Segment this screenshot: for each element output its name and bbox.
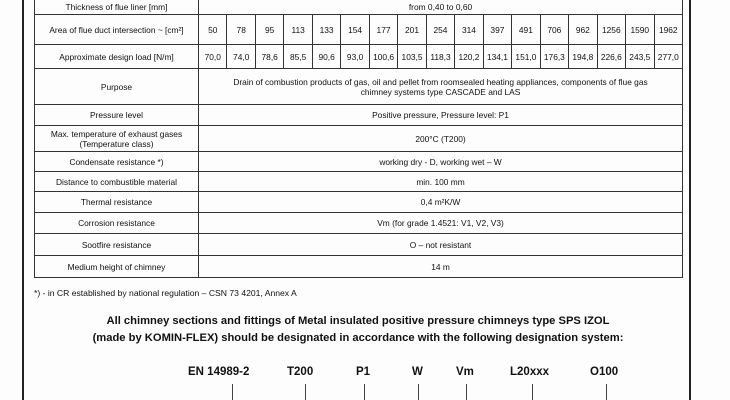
table-cell: 226,6 [597, 45, 625, 69]
row-label: Area of flue duct intersection ~ [cm²] [35, 15, 199, 45]
row-label: Condensate resistance *) [35, 152, 199, 172]
table-cell: 50 [199, 15, 227, 45]
designation-liner: L20xxx [510, 366, 550, 378]
designation-temperature: T200 [287, 366, 314, 378]
table-cell: 1256 [597, 15, 625, 45]
specification-table [34, 0, 683, 278]
table-cell: 1962 [654, 15, 683, 45]
designation-tick [606, 384, 607, 400]
table-cell: 177 [369, 15, 397, 45]
designation-sootfire: O100 [590, 366, 619, 378]
table-cell: 314 [455, 15, 483, 45]
designation-standard: EN 14989-2 [188, 366, 250, 378]
table-cell: 78 [227, 15, 255, 45]
row-label: Purpose [35, 69, 199, 105]
table-cell: 134,1 [483, 45, 511, 69]
designation-tick [532, 384, 533, 400]
table-row [35, 152, 683, 172]
row-label: Medium height of chimney [35, 256, 199, 278]
table-cell: 118,3 [426, 45, 454, 69]
table-cell: 706 [540, 15, 568, 45]
page-border-right [689, 0, 691, 400]
row-value: O – not resistant [199, 234, 683, 256]
table-cell: 93,0 [341, 45, 369, 69]
table-cell: 120,2 [455, 45, 483, 69]
table-cell: 243,5 [626, 45, 654, 69]
table-row [35, 45, 683, 69]
table-cell: 962 [569, 15, 597, 45]
row-value: 14 m [199, 256, 683, 278]
table-row [35, 0, 683, 15]
designation-heading [34, 313, 682, 347]
row-value: min. 100 mm [199, 172, 683, 192]
heading-line-1: All chimney sections and fittings of Metal insulated positive pressure chimneys type SPS IZOL [106, 315, 610, 327]
table-row [35, 192, 683, 213]
row-label: Corrosion resistance [35, 213, 199, 234]
table-row [35, 69, 683, 105]
table-cell: 113 [284, 15, 312, 45]
designation-pressure: P1 [356, 366, 371, 378]
designation-tick [418, 384, 419, 400]
designation-tick [305, 384, 306, 400]
table-cell: 133 [312, 15, 340, 45]
table-cell: 397 [483, 15, 511, 45]
row-value: Drain of combustion products of gas, oil and pellet from roomsealed heating appliances, components of flue gas chimney systems type CASCADE and LAS [199, 69, 683, 105]
table-cell: 491 [512, 15, 540, 45]
designation-corrosion: Vm [456, 366, 474, 378]
table-cell: 201 [398, 15, 426, 45]
table-cell: 74,0 [227, 45, 255, 69]
row-value: Positive pressure, Pressure level: P1 [199, 105, 683, 126]
table-cell: 95 [255, 15, 283, 45]
page-border-left [22, 0, 24, 400]
row-label: Max. temperature of exhaust gases (Temperature class) [35, 126, 199, 152]
row-value: from 0,40 to 0,60 [199, 0, 683, 15]
table-cell: 277,0 [654, 45, 683, 69]
row-label: Pressure level [35, 105, 199, 126]
table-row [35, 172, 683, 192]
table-cell: 176,3 [540, 45, 568, 69]
table-row [35, 126, 683, 152]
table-cell: 103,5 [398, 45, 426, 69]
table-row [35, 15, 683, 45]
table-cell: 151,0 [512, 45, 540, 69]
table-cell: 90,6 [312, 45, 340, 69]
row-value: 200°C (T200) [199, 126, 683, 152]
row-label: Approximate design load [N/m] [35, 45, 199, 69]
row-label: Thermal resistance [35, 192, 199, 213]
footnote: *) - in CR established by national regulation – CSN 73 4201, Annex A [34, 288, 297, 298]
row-value: 0,4 m²K/W [199, 192, 683, 213]
heading-line-2: (made by KOMIN-FLEX) should be designated in accordance with the following designation system: [92, 332, 624, 344]
table-cell: 78,6 [255, 45, 283, 69]
row-label: Thickness of flue liner [mm] [35, 0, 199, 15]
table-row [35, 234, 683, 256]
designation-tick [364, 384, 365, 400]
designation-tick [466, 384, 467, 400]
table-row [35, 105, 683, 126]
row-value: working dry - D, working wet – W [199, 152, 683, 172]
table-row [35, 256, 683, 278]
table-row [35, 213, 683, 234]
row-label: Sootfire resistance [35, 234, 199, 256]
table-cell: 100,6 [369, 45, 397, 69]
table-cell: 154 [341, 15, 369, 45]
table-cell: 70,0 [199, 45, 227, 69]
designation-tick [232, 384, 233, 400]
table-cell: 85,5 [284, 45, 312, 69]
row-value: Vm (for grade 1.4521: V1, V2, V3) [199, 213, 683, 234]
table-cell: 254 [426, 15, 454, 45]
table-cell: 1590 [626, 15, 654, 45]
row-label: Distance to combustible material [35, 172, 199, 192]
designation-condensate: W [412, 366, 423, 378]
table-cell: 194,8 [569, 45, 597, 69]
